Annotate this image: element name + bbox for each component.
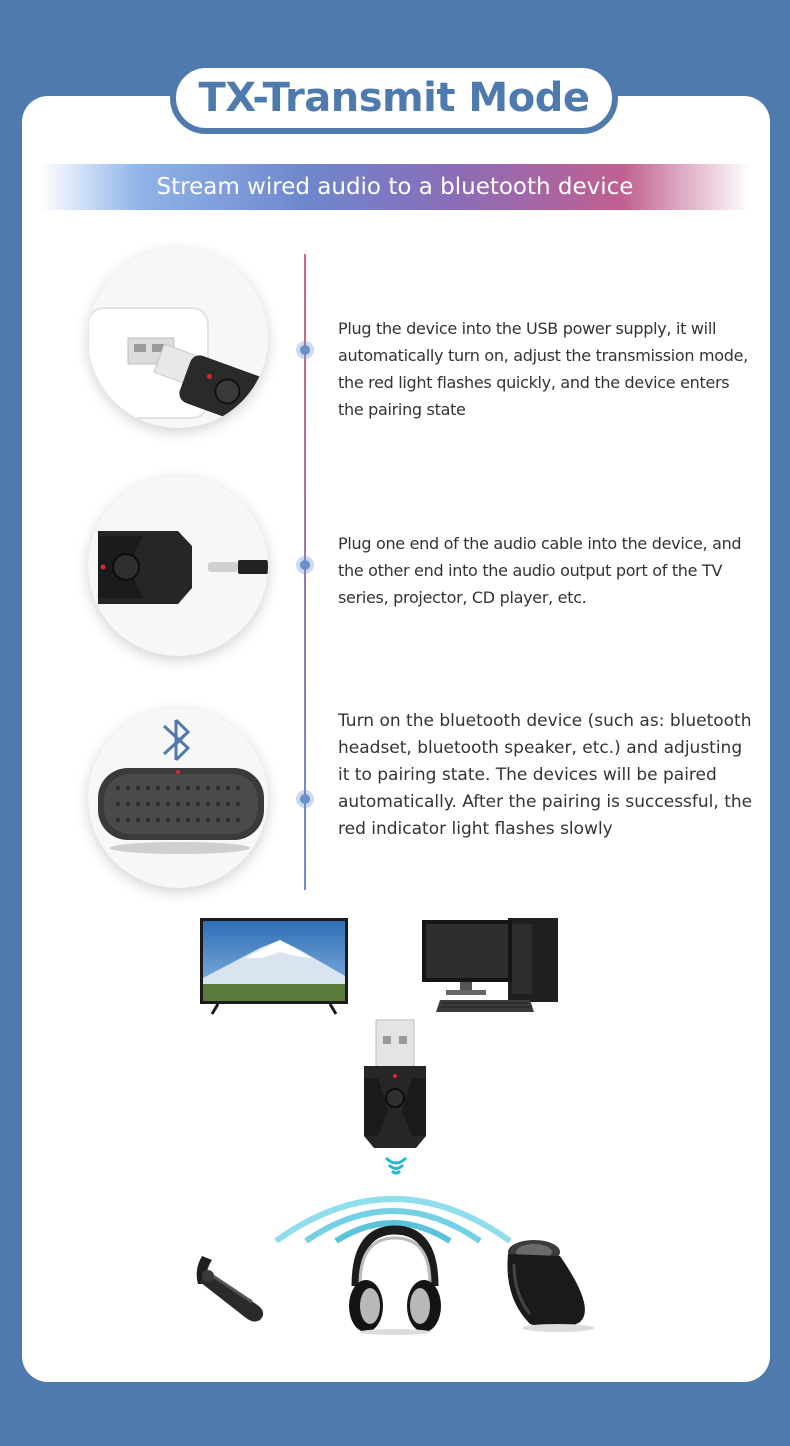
title-pill xyxy=(170,62,618,134)
tv-icon xyxy=(200,918,348,1020)
page-title: TX-Transmit Mode xyxy=(198,75,590,121)
bluetooth-earpiece-icon xyxy=(186,1250,272,1330)
adapter-with-aux-cable-icon xyxy=(88,476,268,656)
headphones-icon xyxy=(346,1224,444,1340)
smart-speaker-icon xyxy=(500,1234,600,1338)
step-3-text: Turn on the bluetooth device (such as: bluetooth headset, bluetooth speaker, etc.) and adjusting it to pairing state. The devices will be paired automatically. After the pairing is successful, the red indicator light flashes slowly xyxy=(338,711,753,839)
step-1-text: Plug the device into the USB power supply, it will automatically turn on, adjust the transmission mode, the red light flashes quickly, and the device enters the pairing state xyxy=(338,319,748,419)
usb-adapter-in-charger-icon xyxy=(88,248,268,428)
bluetooth-transmitter-icon xyxy=(358,1018,432,1152)
subtitle-band xyxy=(40,164,750,210)
step-2-text: Plug one end of the audio cable into the device, and the other end into the audio output port of the TV series, projector, CD player, etc. xyxy=(338,534,742,607)
desktop-computer-icon xyxy=(420,914,562,1022)
bluetooth-speaker-icon xyxy=(88,708,268,888)
timeline-dot-1 xyxy=(296,341,314,359)
timeline-dot-3 xyxy=(296,790,314,808)
timeline-dot-2 xyxy=(296,556,314,574)
subtitle: Stream wired audio to a bluetooth device xyxy=(156,174,634,200)
